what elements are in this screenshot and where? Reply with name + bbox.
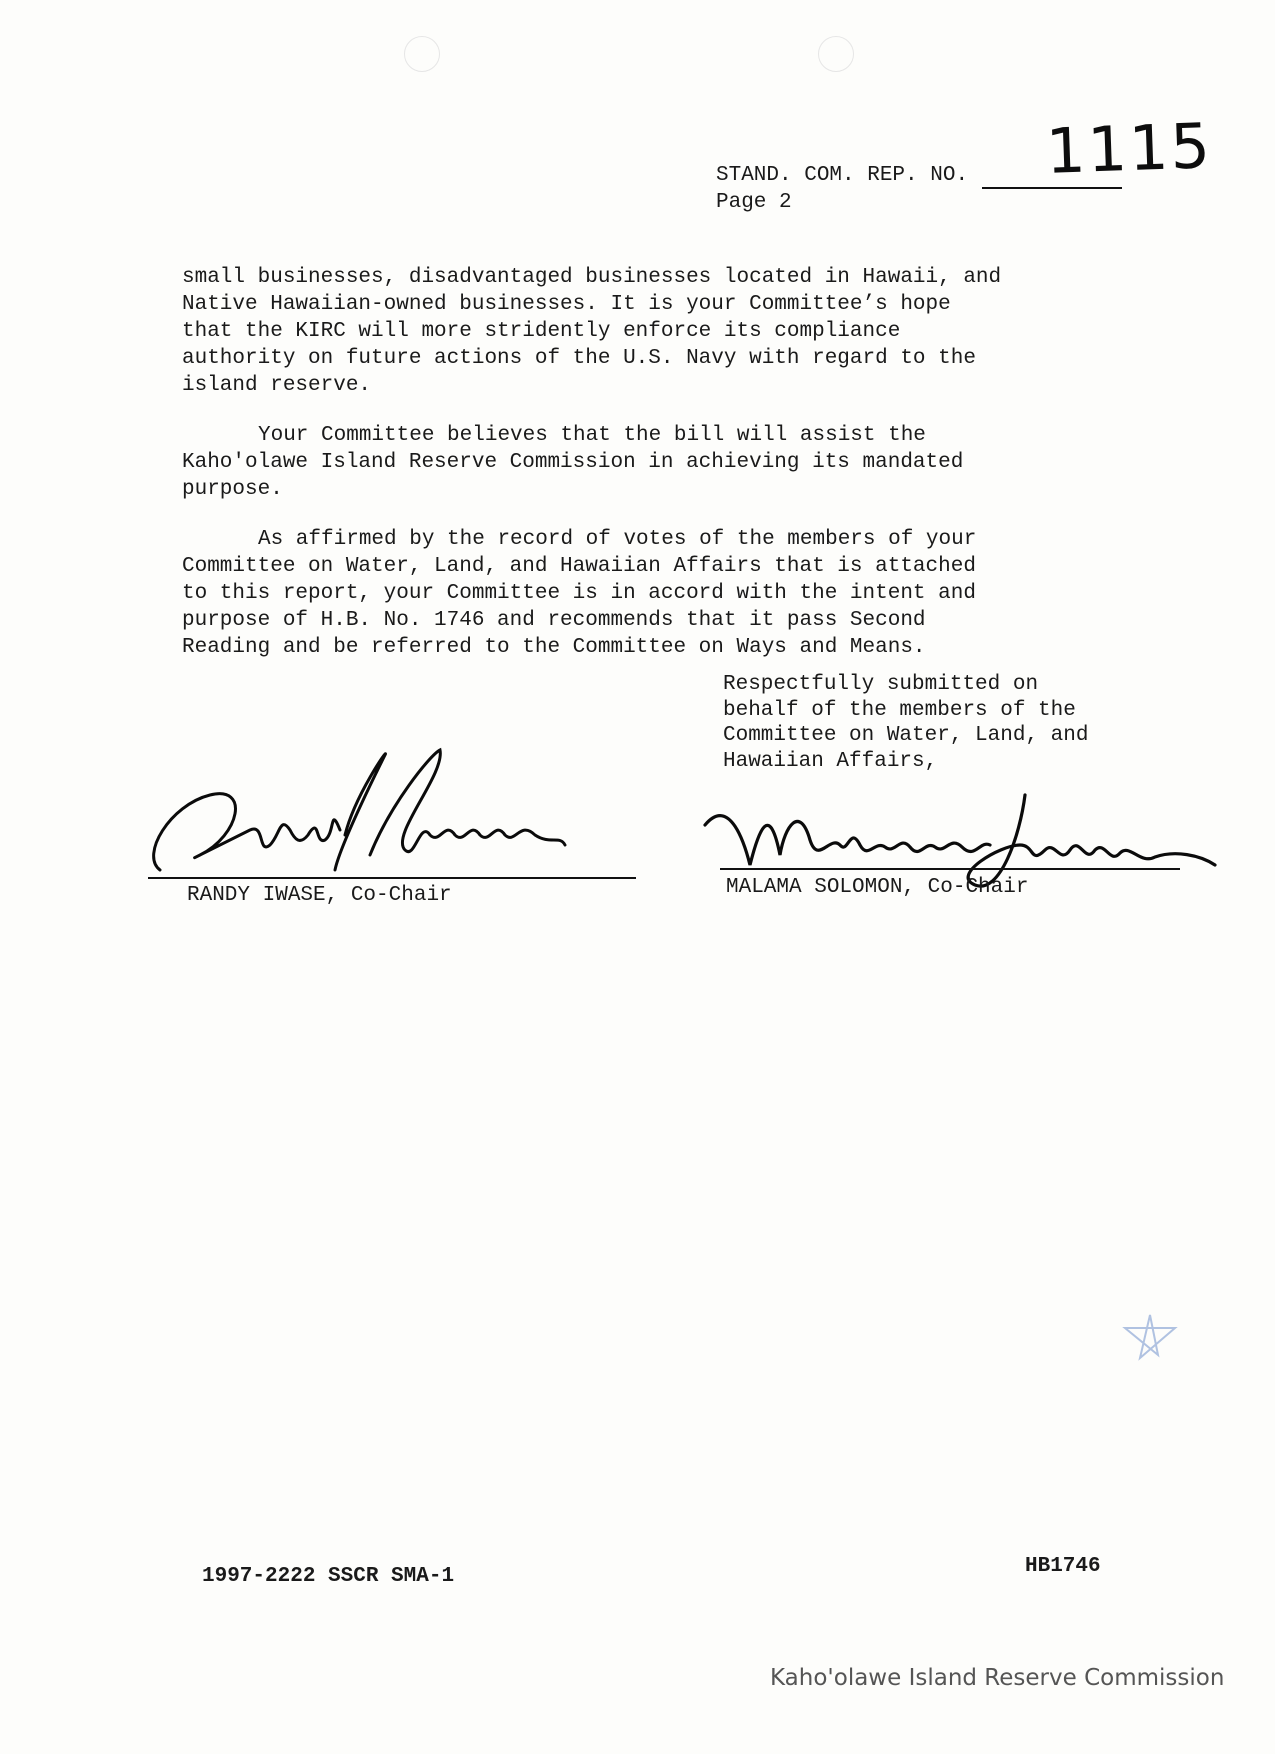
- signer-name: MALAMA SOLOMON, Co-Chair: [726, 876, 1029, 899]
- page-label: Page 2: [716, 191, 792, 214]
- signature-randy-iwase: [140, 735, 570, 895]
- body-paragraph: small businesses, disadvantaged businesses located in Hawaii, and Native Hawaiian-owned businesses. It is your Committee’s hope that the KIRC will more stridently enforce its compliance authority on future actions of the U.S. Navy with regard to the island reserve.: [182, 266, 1002, 397]
- body-paragraph: Your Committee believes that the bill will assist the Kaho'olawe Island Reserve Commission in achieving its mandated purpose.: [182, 424, 964, 501]
- hole-punch-mark: [404, 36, 440, 72]
- body-text: [182, 264, 1182, 684]
- hole-punch-mark: [818, 36, 854, 72]
- signature-line: [148, 877, 636, 879]
- report-label: STAND. COM. REP. NO.: [716, 164, 969, 187]
- signature-line: [720, 868, 1180, 870]
- signer-name: RANDY IWASE, Co-Chair: [187, 884, 452, 907]
- closing-statement: Respectfully submitted on behalf of the members of the Committee on Water, Land, and Hawaiian Affairs,: [723, 673, 1089, 773]
- bill-number: HB1746: [1025, 1555, 1101, 1578]
- star-mark: [1120, 1310, 1180, 1365]
- body-paragraph: As affirmed by the record of votes of the members of your Committee on Water, Land, and Hawaiian Affairs that is attached to this report, your Committee is in accord with the intent and purpose of H.B. No. 1746 and recommends that it pass Second Reading and be referred to the Committee on Ways and Means.: [182, 528, 977, 659]
- report-number-handwritten: 1115: [1044, 109, 1214, 188]
- document-id: 1997-2222 SSCR SMA-1: [202, 1565, 455, 1588]
- archive-watermark: Kaho'olawe Island Reserve Commission: [770, 1665, 1225, 1691]
